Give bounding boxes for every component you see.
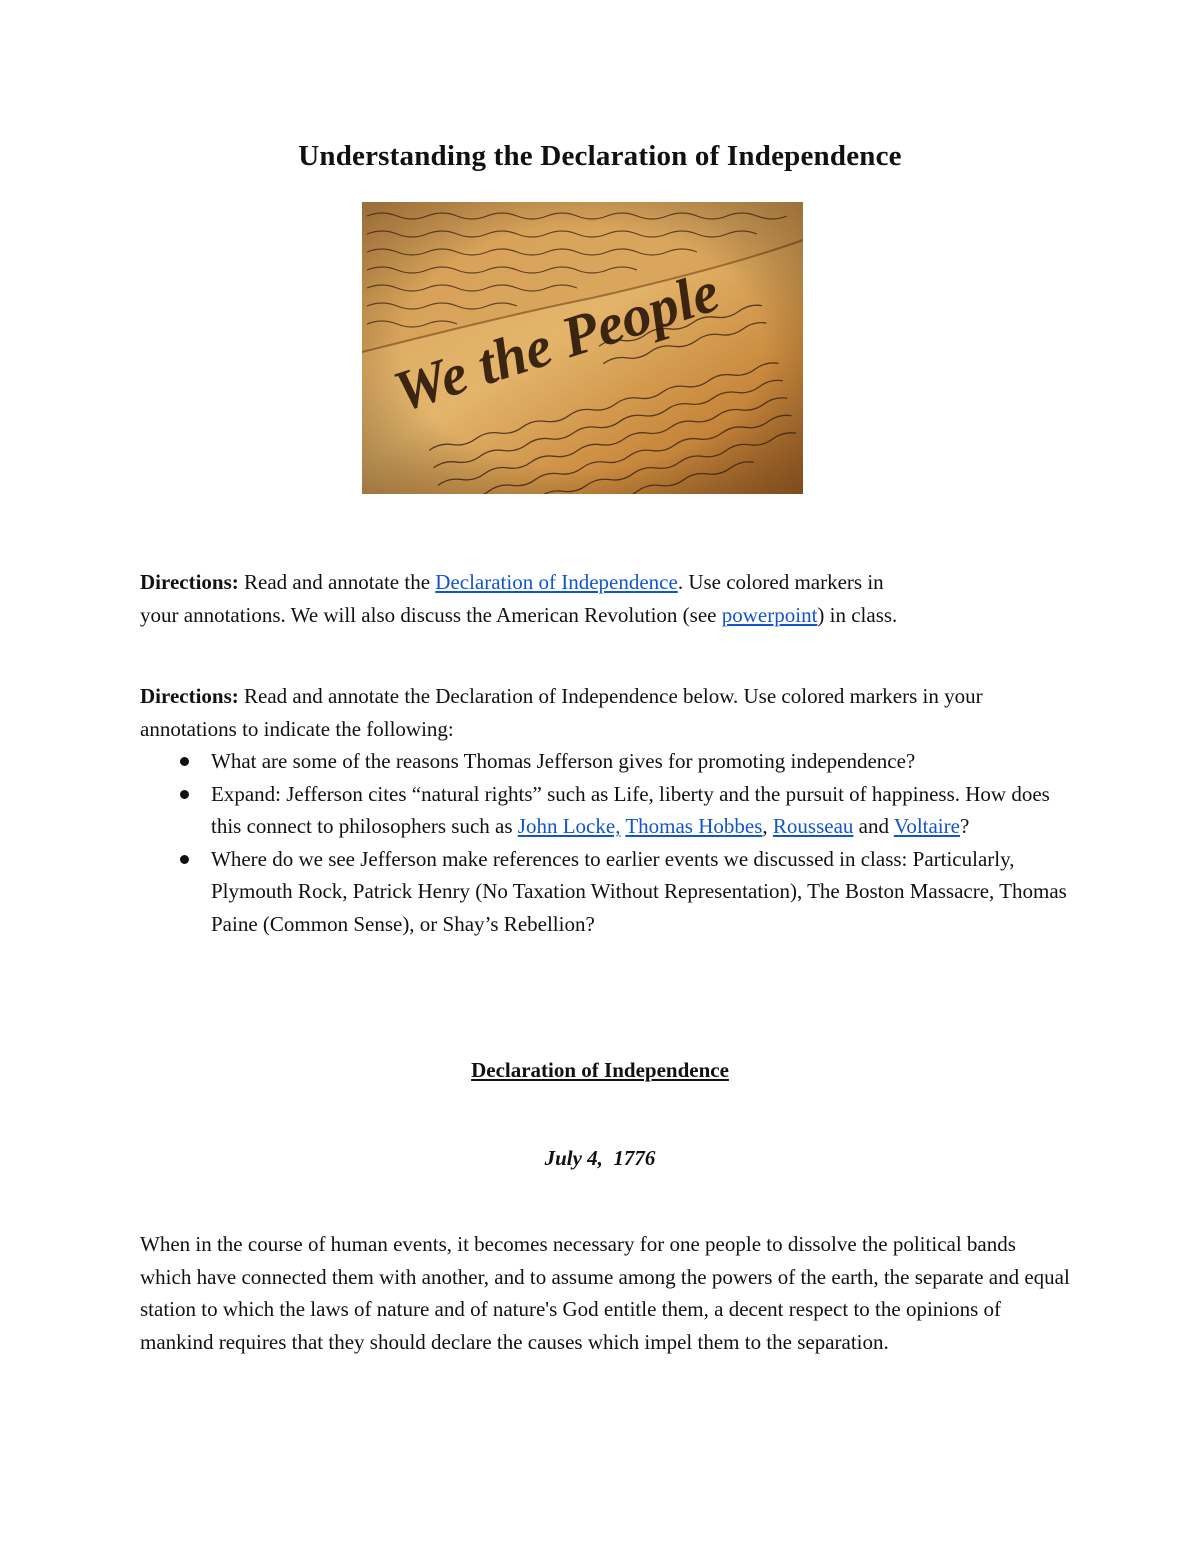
directions-paragraph-2 (140, 680, 1070, 940)
thomas-hobbes-link[interactable]: Thomas Hobbes (625, 814, 763, 838)
bullet-text-2: Expand: Jefferson cites “natural rights” such as Life, liberty and the pursuit of happiness. How does this connect to philosophers such as (211, 781, 1050, 838)
directions-label-1: Directions: (140, 570, 239, 594)
john-locke-link[interactable]: John Locke, (517, 814, 621, 838)
bullet-icon (180, 855, 189, 864)
parchment-illustration (362, 202, 803, 494)
bullet-icon (180, 757, 189, 766)
page-title: Understanding the Declaration of Independence (298, 140, 902, 172)
powerpoint-link[interactable]: powerpoint (721, 602, 818, 627)
directions-text-1c: ) in class. (817, 602, 898, 627)
declaration-paragraph: When in the course of human events, it becomes necessary for one people to dissolve the political bands which have connected them with another, and to assume among the powers of the earth, the separate and equal station to which the laws of nature and of nature's God entitle them, a decent respect to the opinions of mankind requires that they should declare the causes which impel them to the separation. (140, 1232, 1070, 1354)
declaration-heading: Declaration of Independence (471, 1058, 729, 1082)
bullet-text-3: Where do we see Jefferson make references to earlier events we discussed in class: Particularly, Plymouth Rock, Patrick Henry (No Taxation Without Representation), The Boston Massacre, Thomas Paine (Common Sense), or Shay’s Rebellion? (211, 846, 1067, 936)
bullet-text-1: What are some of the reasons Thomas Jefferson gives for promoting independence? (211, 749, 916, 773)
list-item (140, 843, 1070, 941)
directions-text-1b: . Use colored markers in your annotations. We will also discuss the American Revolution (see (140, 570, 884, 627)
bullet-icon (180, 790, 189, 799)
directions-text-1a: Read and annotate the (238, 570, 436, 594)
and-word: and (853, 814, 894, 838)
list-item (140, 778, 1070, 843)
directions-text-2: Read and annotate the Declaration of Independence below. Use colored markers in your annotations to indicate the following: (140, 684, 983, 741)
bullet-list (140, 745, 1070, 940)
declaration-link[interactable]: Declaration of Independence (435, 570, 678, 594)
declaration-date: July 4, 1776 (544, 1146, 656, 1170)
directions-label-2: Directions: (140, 684, 239, 708)
question-mark: ? (959, 814, 970, 838)
we-the-people-image (362, 202, 803, 494)
list-item (140, 745, 1070, 778)
rousseau-link[interactable]: Rousseau (772, 814, 854, 838)
directions-intro-2 (140, 680, 1070, 745)
comma-separator: , (762, 814, 773, 838)
voltaire-link[interactable]: Voltaire (893, 814, 960, 838)
directions-paragraph-1 (140, 566, 900, 631)
